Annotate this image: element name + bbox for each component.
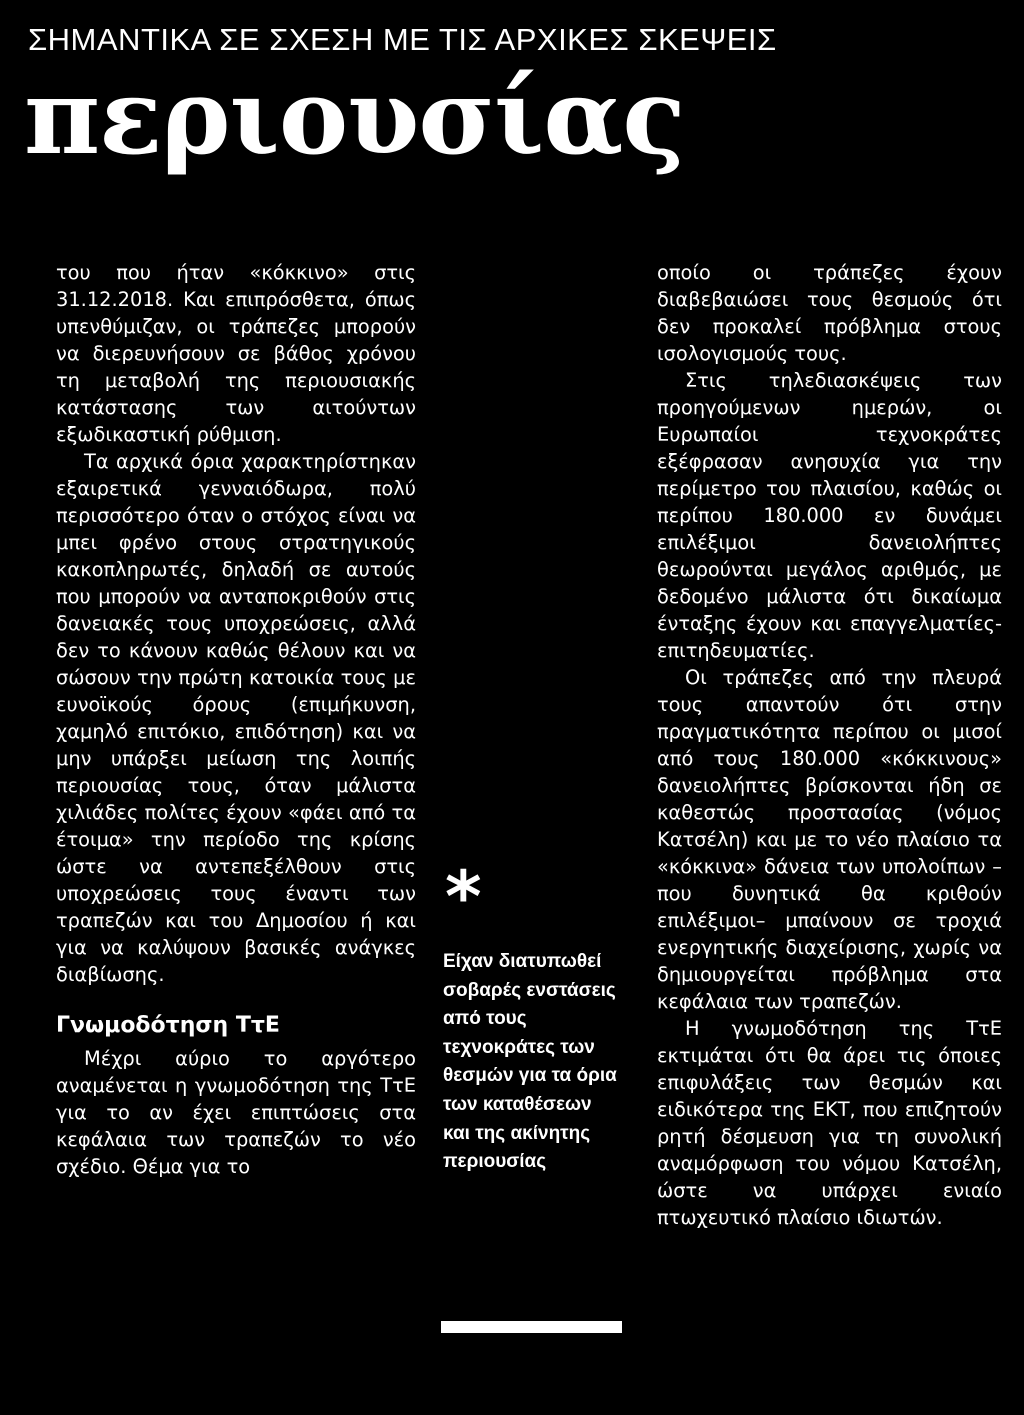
paragraph: Οι τράπεζες από την πλευρά τους απαντούν ότι στην πραγματικότητα περίπου οι μισοί από τους 180.000 «κόκκινους» δανειολήπτες βρίσκονται ήδη σε καθεστώς προστασίας (νόμος Κατσέλη) και με το νέο πλαίσιο τα «κόκκινα» δάνεια των υπολοίπων –που δυνητικά θα κριθούν επιλέξιμοι– μπαίνουν σε τροχιά ενεργητικής διαχείρισης, χωρίς να δημιουργείται πρόβλημα στα κεφάλαια των τραπεζών. (657, 666, 1002, 1013)
subheading: Γνωμοδότηση ΤτΕ (56, 1013, 280, 1038)
paragraph: οποίο οι τράπεζες έχουν διαβεβαιώσει τους θεσμούς ότι δεν προκαλεί πρόβλημα στους ισολογισμούς τους. (657, 261, 1002, 365)
pull-quote-text: Είχαν διατυπωθεί σοβαρές ενστάσεις από τους τεχνοκράτες των θεσμών για τα όρια των καταθέσεων και της ακίνητης περιουσίας (443, 951, 617, 1173)
paragraph: Η γνωμοδότηση της ΤτΕ εκτιμάται ότι θα άρει τις όποιες επιφυλάξεις των θεσμών και ειδικότερα της ΕΚΤ, που επιζητούν ρητή δέσμευση για τη συνολική αναμόρφωση του νόμου Κατσέλη, ώστε να υπάρχει ενιαίο πτωχευτικό πλαίσιο ιδιωτών. (657, 1017, 1002, 1229)
headline: περιουσίας (24, 55, 685, 178)
paragraph: Στις τηλεδιασκέψεις των προηγούμενων ημερών, οι Ευρωπαίοι τεχνοκράτες εξέφρασαν ανησυχία για την περίμετρο του πλαισίου, καθώς οι περίπου 180.000 εν δυνάμει επιλέξιμοι δανειολήπτες θεωρούνται μεγάλος αριθμός, με δεδομένο μάλιστα ότι δικαίωμα ένταξης έχουν και επαγγελματίες-επιτηδευματίες. (657, 369, 1002, 662)
pull-quote (443, 856, 623, 1177)
section-kicker: ΣΗΜΑΝΤΙΚΑ ΣΕ ΣΧΕΣΗ ΜΕ ΤΙΣ ΑΡΧΙΚΕΣ ΣΚΕΨΕΙΣ (28, 22, 777, 57)
article-column-right (657, 259, 1002, 1231)
paragraph: Τα αρχικά όρια χαρακτηρίστηκαν εξαιρετικά γενναιόδωρα, πολύ περισσότερο όταν ο στόχος είναι να μπει φρένο στους στρατηγικούς κακοπληρωτές, δηλαδή σε αυτούς που μπορούν να ανταποκριθούν στις δανειακές τους υποχρεώσεις, αλλά δεν το κάνουν καθώς θέλουν και να σώσουν την πρώτη κατοικία τους με ευνοϊκούς όρους (επιμήκυνση, χαμηλό επιτόκιο, επιδότηση) και να μην υπάρξει μείωση της λοιπής περιουσίας τους, όταν μάλιστα χιλιάδες πολίτες έχουν «φάει από τα έτοιμα» την περίοδο της κρίσης ώστε να αντεπεξέλθουν στις υποχρεώσεις τους έναντι των τραπεζών και του Δημοσίου ή και για να καλύψουν βασικές ανάγκες διαβίωσης. (56, 450, 416, 986)
article-column-left (56, 259, 416, 1180)
paragraph: Μέχρι αύριο το αργότερο αναμένεται η γνωμοδότηση της ΤτΕ για το αν έχει επιπτώσεις στα κεφάλαια των τραπεζών το νέο σχέδιο. Θέμα για το (56, 1047, 416, 1178)
asterisk-icon: * (445, 856, 482, 938)
paragraph: του που ήταν «κόκκινο» στις 31.12.2018. Και επιπρόσθετα, όπως υπενθύμιζαν, οι τράπεζες μπορούν να διερευνήσουν σε βάθος χρόνου τη μεταβολή της περιουσιακής κατάστασης των αιτούντων εξωδικαστική ρύθμιση. (56, 261, 416, 446)
pull-quote-rule (441, 1321, 622, 1333)
